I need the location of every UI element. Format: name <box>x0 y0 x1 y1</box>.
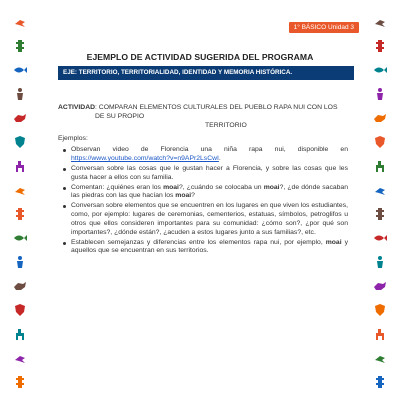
activity-text-line1: : COMPARAN ELEMENTOS CULTURALES DEL PUEBLO RAPA NUI CON LOS DE SU PROPIO <box>95 104 338 120</box>
figure-icon <box>372 254 388 270</box>
llama-icon <box>12 158 28 174</box>
eje-banner: EJE: TERRITORIO, TERRITORIALIDAD, IDENTIDAD Y MEMORIA HISTÓRICA. <box>58 66 354 80</box>
activity-text-line2: TERRITORIO <box>205 121 247 129</box>
llama-icon <box>12 326 28 342</box>
llama-icon <box>372 158 388 174</box>
left-decorative-border <box>0 0 40 400</box>
page-title: EJEMPLO DE ACTIVIDAD SUGERIDA DEL PROGRAMA <box>86 52 314 62</box>
bird-icon <box>372 14 388 30</box>
right-decorative-border <box>360 0 400 400</box>
activity-heading <box>58 104 348 130</box>
figure-icon <box>12 254 28 270</box>
list-item: Establecen semejanzas y diferencias entre los elementos rapa nui, por ejemplo, moai y aquellos que se encuentran en sus territorios. <box>71 238 348 255</box>
shield-icon <box>12 302 28 318</box>
fox-icon <box>372 110 388 126</box>
list-item: Observan video de Florencia una niña rapa nui, disponible en https://www.youtube.com/watch?v=n9APr2LsCwI. <box>71 146 348 163</box>
totem-icon <box>372 38 388 54</box>
totem-icon <box>12 374 28 390</box>
totem-icon <box>12 206 28 222</box>
shield-icon <box>372 302 388 318</box>
fox-icon <box>12 278 28 294</box>
bird-icon <box>12 350 28 366</box>
list-item: Conversan sobre elementos que se encuentren en los lugares en que viven los estudiantes, como, por ejemplo: lugares de ceremonias, cementerios, estatuas, símbolos, petroglifos u otros que ellos consideren importantes para su comunidad: ¿cómo son?, ¿por qué son importantes?, ¿dónde están?, ¿acuden a estos lugares junto a sus familias?, etc. <box>71 202 348 236</box>
fox-icon <box>12 110 28 126</box>
figure-icon <box>12 86 28 102</box>
bird-icon <box>372 350 388 366</box>
totem-icon <box>372 206 388 222</box>
figure-icon <box>372 86 388 102</box>
activity-label: ACTIVIDAD <box>58 104 96 111</box>
fish-icon <box>12 230 28 246</box>
bird-icon <box>12 182 28 198</box>
totem-icon <box>372 374 388 390</box>
fish-icon <box>372 230 388 246</box>
bird-icon <box>372 182 388 198</box>
video-link[interactable]: https://www.youtube.com/watch?v=n9APr2LsCwI <box>71 155 219 163</box>
examples-list <box>58 146 348 256</box>
bird-icon <box>12 14 28 30</box>
activity-content <box>58 104 348 257</box>
list-item: Conversan sobre las cosas que le gustan hacer a Florencia, y sobre las cosas que les gusta hacer a ellos con su familia. <box>71 164 348 181</box>
shield-icon <box>12 134 28 150</box>
examples-label: Ejemplos: <box>58 135 88 143</box>
llama-icon <box>372 326 388 342</box>
fox-icon <box>372 278 388 294</box>
grade-unit-badge: 1° BÁSICO Unidad 3 <box>289 22 359 33</box>
shield-icon <box>372 134 388 150</box>
list-item: Comentan: ¿quiénes eran los moai?, ¿cuándo se colocaba un moai?, ¿de dónde sacaban las piedras con las que hacían los moai? <box>71 183 348 200</box>
totem-icon <box>12 38 28 54</box>
fish-icon <box>12 62 28 78</box>
fish-icon <box>372 62 388 78</box>
